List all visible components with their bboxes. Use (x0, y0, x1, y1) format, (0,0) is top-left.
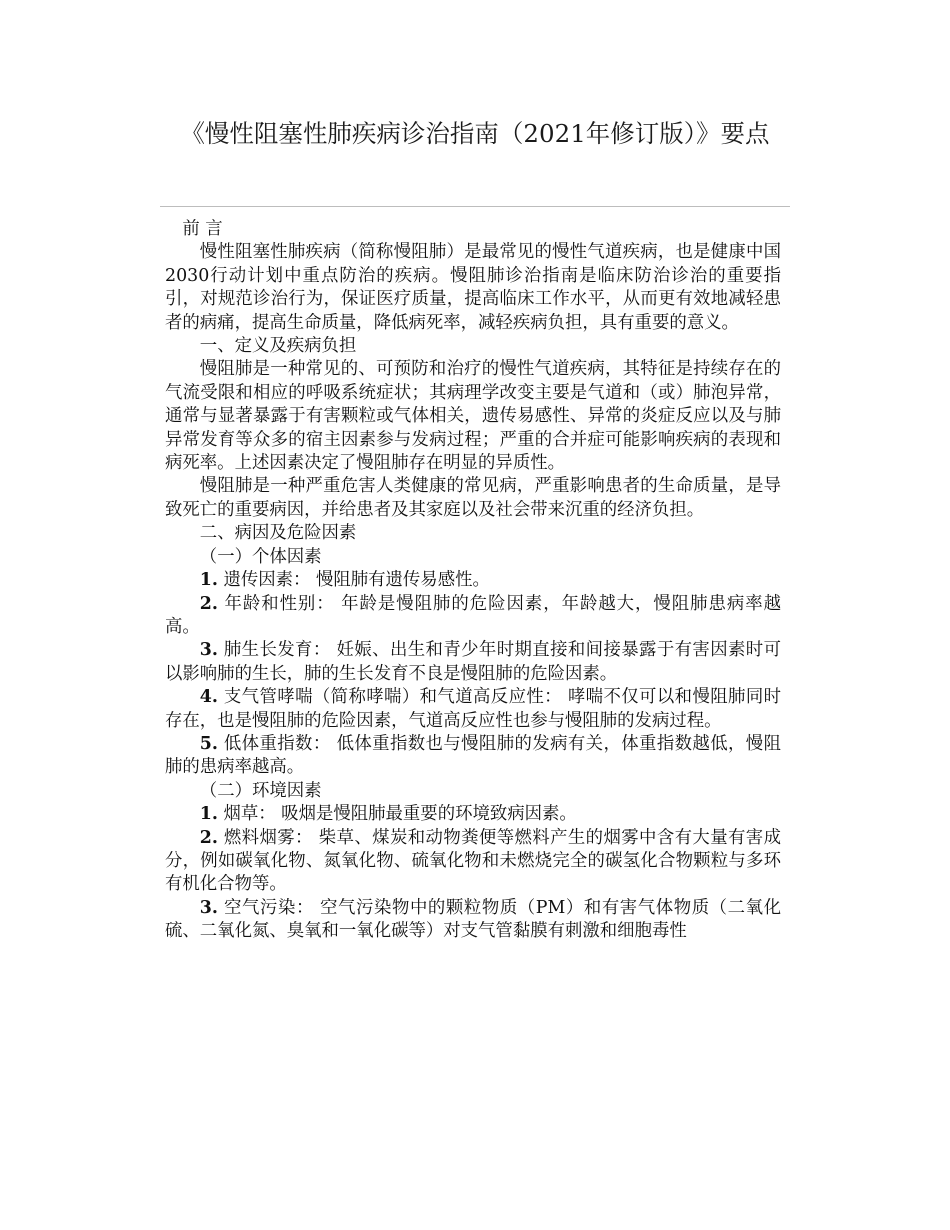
definition-paragraph: 慢阻肺是一种常见的、可预防和治疗的慢性气道疾病，其特征是持续存在的气流受限和相应的呼吸系统症状；其病理学改变主要是气道和（或）肺泡异常，通常与显著暴露于有害颗粒或气体相关，遗传易感性、异常的炎症反应以及与肺异常发育等众多的宿主因素参与发病过程；严重的合并症可能影响疾病的表现和病死率。上述因素决定了慢阻肺存在明显的异质性。 (165, 359, 781, 474)
subsection-heading-individual: （一）个体因素 (199, 546, 322, 567)
item-text: 遗传因素： 慢阻肺有遗传易感性。 (223, 570, 490, 591)
item-number: 3. (199, 640, 218, 661)
item-number: 4. (199, 687, 218, 708)
section-heading-causes: 二、病因及危险因素 (199, 523, 357, 544)
document-body (165, 218, 781, 944)
list-item (165, 639, 781, 686)
section-heading-definition: 一、定义及疾病负担 (199, 336, 357, 357)
title-divider (160, 206, 790, 207)
item-text: 烟草： 吸烟是慢阻肺最重要的环境致病因素。 (223, 804, 577, 825)
item-text: 肺生长发育： 妊娠、出生和青少年时期直接和间接暴露于有害因素时可以影响肺的生长，肺的生长发育不良是慢阻肺的危险因素。 (165, 640, 781, 684)
list-item (165, 569, 781, 592)
list-item (165, 733, 781, 780)
item-text: 年龄和性别： 年龄是慢阻肺的危险因素，年龄越大，慢阻肺患病率越高。 (165, 593, 782, 637)
item-text: 燃料烟雾： 柴草、煤炭和动物粪便等燃料产生的烟雾中含有大量有害成分，例如碳氧化物、氮氧化物、硫氧化物和未燃烧完全的碳氢化合物颗粒与多环有机化合物等。 (165, 827, 781, 895)
subsection-heading-environment: （二）环境因素 (199, 780, 322, 801)
list-item (165, 827, 781, 897)
list-item (165, 593, 781, 640)
item-number: 1. (199, 570, 218, 591)
item-text: 低体重指数： 低体重指数也与慢阻肺的发病有关，体重指数越低，慢阻肺的患病率越高。 (165, 733, 781, 778)
item-text: 空气污染： 空气污染物中的颗粒物质（PM）和有害气体物质（二氧化硫、二氧化氮、臭氧和一氧化碳等）对支气管黏膜有刺激和细胞毒性 (165, 897, 782, 942)
item-number: 5. (199, 733, 218, 754)
item-number: 3. (199, 897, 218, 918)
preface-paragraph: 慢性阻塞性肺疾病（简称慢阻肺）是最常见的慢性气道疾病，也是健康中国2030行动计划中重点防治的疾病。慢阻肺诊治指南是临床防治诊治的重要指引，对规范诊治行为，保证医疗质量，提高临床工作水平，从而更有效地减轻患者的病痛，提高生命质量，降低病死率，减轻疾病负担，具有重要的意义。 (165, 242, 781, 333)
list-item (165, 803, 781, 826)
list-item (165, 686, 781, 733)
item-text: 支气管哮喘（简称哮喘）和气道高反应性： 哮喘不仅可以和慢阻肺同时存在，也是慢阻肺的危险因素，气道高反应性也参与慢阻肺的发病过程。 (165, 687, 782, 731)
list-item (165, 897, 781, 944)
burden-paragraph: 慢阻肺是一种严重危害人类健康的常见病，严重影响患者的生命质量，是导致死亡的重要病因，并给患者及其家庭以及社会带来沉重的经济负担。 (165, 476, 781, 520)
item-number: 2. (199, 827, 218, 848)
item-number: 2. (199, 593, 218, 614)
item-number: 1. (199, 804, 218, 825)
document-title: 《慢性阻塞性肺疾病诊治指南（2021年修订版）》要点 (180, 119, 770, 148)
preface-heading: 前 言 (182, 219, 223, 239)
